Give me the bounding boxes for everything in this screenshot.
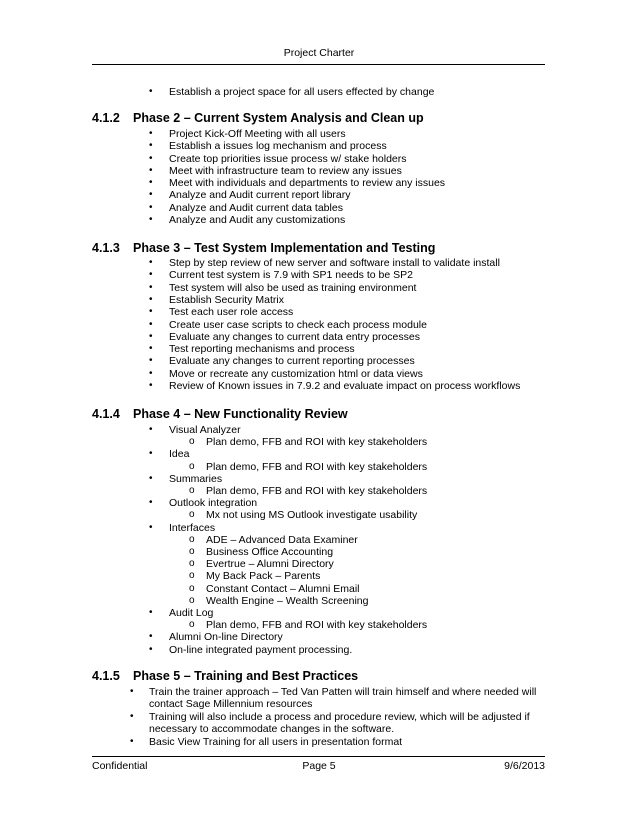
list-item: Project Kick-Off Meeting with all users bbox=[169, 128, 346, 140]
bullet-glyph: • bbox=[149, 643, 153, 655]
list-item: necessary to accommodate changes in the software. bbox=[149, 723, 395, 736]
list-item: Establish a project space for all users effected by change bbox=[169, 86, 435, 98]
list-item: Basic View Training for all users in presentation format bbox=[149, 735, 403, 748]
bullet-glyph: • bbox=[149, 140, 153, 152]
header-title: Project Charter bbox=[283, 47, 355, 59]
bullet-glyph: • bbox=[149, 213, 153, 225]
bullet-glyph: • bbox=[149, 330, 153, 342]
list-item: Meet with individuals and departments to review any issues bbox=[169, 177, 446, 189]
sub-list-item: My Back Pack – Parents bbox=[206, 570, 321, 583]
bullet-glyph: • bbox=[130, 735, 134, 747]
list-item: Analyze and Audit any customizations bbox=[169, 213, 346, 226]
section-number: 4.1.4 bbox=[92, 407, 120, 421]
list-item: contact Sage Millennium resources bbox=[149, 698, 313, 711]
list-item: Analyze and Audit current report library bbox=[169, 189, 351, 202]
section-number: 4.1.5 bbox=[92, 669, 120, 683]
sub-bullet-glyph: o bbox=[189, 546, 195, 557]
bullet-glyph: • bbox=[149, 521, 153, 533]
sub-list-item: Plan demo, FFB and ROI with key stakeholders bbox=[206, 460, 428, 473]
sub-bullet-glyph: o bbox=[189, 436, 195, 448]
list-item: Summaries bbox=[169, 472, 223, 485]
list-item: Alumni On-line Directory bbox=[169, 631, 283, 644]
bullet-glyph: • bbox=[149, 152, 153, 164]
bullet-glyph: • bbox=[130, 686, 134, 697]
bullet-glyph: • bbox=[149, 177, 153, 188]
sub-list-item: Constant Contact – Alumni Email bbox=[206, 582, 360, 595]
list-item: Test each user role access bbox=[169, 306, 294, 319]
list-item: Visual Analyzer bbox=[169, 424, 241, 436]
sub-list-item: Plan demo, FFB and ROI with key stakeholders bbox=[206, 619, 428, 632]
bullet-glyph: • bbox=[149, 201, 153, 213]
list-item: Meet with infrastructure team to review any issues bbox=[169, 164, 402, 177]
sub-list-item: Plan demo, FFB and ROI with key stakeholders bbox=[206, 485, 428, 497]
sub-bullet-glyph: o bbox=[189, 558, 195, 570]
list-item: Move or recreate any customization html or data views bbox=[169, 367, 423, 380]
list-item: Evaluate any changes to current data entry processes bbox=[169, 330, 420, 343]
bullet-glyph: • bbox=[149, 367, 153, 379]
bullet-glyph: • bbox=[149, 164, 153, 176]
sub-bullet-glyph: o bbox=[189, 533, 195, 545]
sub-bullet-glyph: o bbox=[189, 509, 195, 521]
sub-bullet-glyph: o bbox=[189, 485, 195, 496]
header-rule bbox=[92, 64, 545, 65]
footer-left: Confidential bbox=[92, 760, 148, 772]
bullet-glyph: • bbox=[149, 128, 153, 139]
list-item: Test system will also be used as training environment bbox=[169, 281, 417, 294]
section-number: 4.1.3 bbox=[92, 241, 120, 255]
footer-rule bbox=[92, 756, 545, 757]
section-number: 4.1.2 bbox=[92, 111, 120, 125]
list-item: Training will also include a process and procedure review, which will be adjusted if bbox=[149, 710, 530, 723]
bullet-glyph: • bbox=[149, 631, 153, 643]
list-item: Evaluate any changes to current reporting processes bbox=[169, 355, 415, 368]
bullet-glyph: • bbox=[149, 380, 153, 391]
sub-bullet-glyph: o bbox=[189, 619, 195, 631]
footer-page-number: Page 5 bbox=[302, 760, 336, 772]
section-title: Phase 2 – Current System Analysis and Clean up bbox=[133, 111, 424, 125]
bullet-glyph: • bbox=[149, 343, 153, 355]
sub-bullet-glyph: o bbox=[189, 570, 195, 582]
list-item: Idea bbox=[169, 448, 190, 461]
sub-list-item: ADE – Advanced Data Examiner bbox=[206, 533, 358, 546]
list-item: Review of Known issues in 7.9.2 and evaluate impact on process workflows bbox=[169, 380, 521, 392]
sub-list-item: Mx not using MS Outlook investigate usability bbox=[206, 509, 418, 522]
list-item: Step by step review of new server and software install to validate install bbox=[169, 257, 500, 269]
sub-list-item: Evertrue – Alumni Directory bbox=[206, 558, 334, 571]
bullet-glyph: • bbox=[149, 472, 153, 484]
list-item: Create user case scripts to check each process module bbox=[169, 318, 427, 331]
section-title: Phase 4 – New Functionality Review bbox=[133, 407, 348, 421]
bullet-glyph: • bbox=[149, 497, 153, 509]
list-item: Audit Log bbox=[169, 607, 214, 619]
list-item: Current test system is 7.9 with SP1 needs to be SP2 bbox=[169, 269, 413, 282]
footer-date: 9/6/2013 bbox=[504, 760, 545, 772]
list-item: Train the trainer approach – Ted Van Patten will train himself and where needed will bbox=[149, 686, 537, 698]
sub-bullet-glyph: o bbox=[189, 460, 195, 472]
list-item: Outlook integration bbox=[169, 497, 258, 510]
bullet-glyph: • bbox=[149, 189, 153, 201]
list-item: Establish Security Matrix bbox=[169, 293, 284, 306]
bullet-glyph: • bbox=[149, 424, 153, 435]
bullet-glyph: • bbox=[149, 318, 153, 330]
list-item: Analyze and Audit current data tables bbox=[169, 201, 343, 214]
bullet-glyph: • bbox=[149, 306, 153, 318]
bullet-glyph: • bbox=[149, 269, 153, 281]
list-item: On-line integrated payment processing. bbox=[169, 643, 353, 656]
sub-bullet-glyph: o bbox=[189, 594, 195, 606]
section-title: Phase 3 – Test System Implementation and Testing bbox=[133, 241, 436, 255]
bullet-glyph: • bbox=[149, 86, 153, 97]
sub-bullet-glyph: o bbox=[189, 582, 195, 594]
bullet-glyph: • bbox=[149, 448, 153, 460]
section-title: Phase 5 – Training and Best Practices bbox=[133, 669, 359, 683]
list-item: Establish a issues log mechanism and process bbox=[169, 140, 387, 153]
list-item: Create top priorities issue process w/ stake holders bbox=[169, 152, 407, 165]
bullet-glyph: • bbox=[149, 257, 153, 268]
list-item: Test reporting mechanisms and process bbox=[169, 343, 355, 356]
list-item: Interfaces bbox=[169, 521, 216, 534]
bullet-glyph: • bbox=[149, 281, 153, 293]
sub-list-item: Wealth Engine – Wealth Screening bbox=[206, 594, 369, 607]
bullet-glyph: • bbox=[130, 710, 134, 722]
bullet-glyph: • bbox=[149, 355, 153, 367]
bullet-glyph: • bbox=[149, 607, 153, 618]
sub-list-item: Business Office Accounting bbox=[206, 546, 334, 558]
bullet-glyph: • bbox=[149, 293, 153, 305]
sub-list-item: Plan demo, FFB and ROI with key stakeholders bbox=[206, 436, 428, 449]
